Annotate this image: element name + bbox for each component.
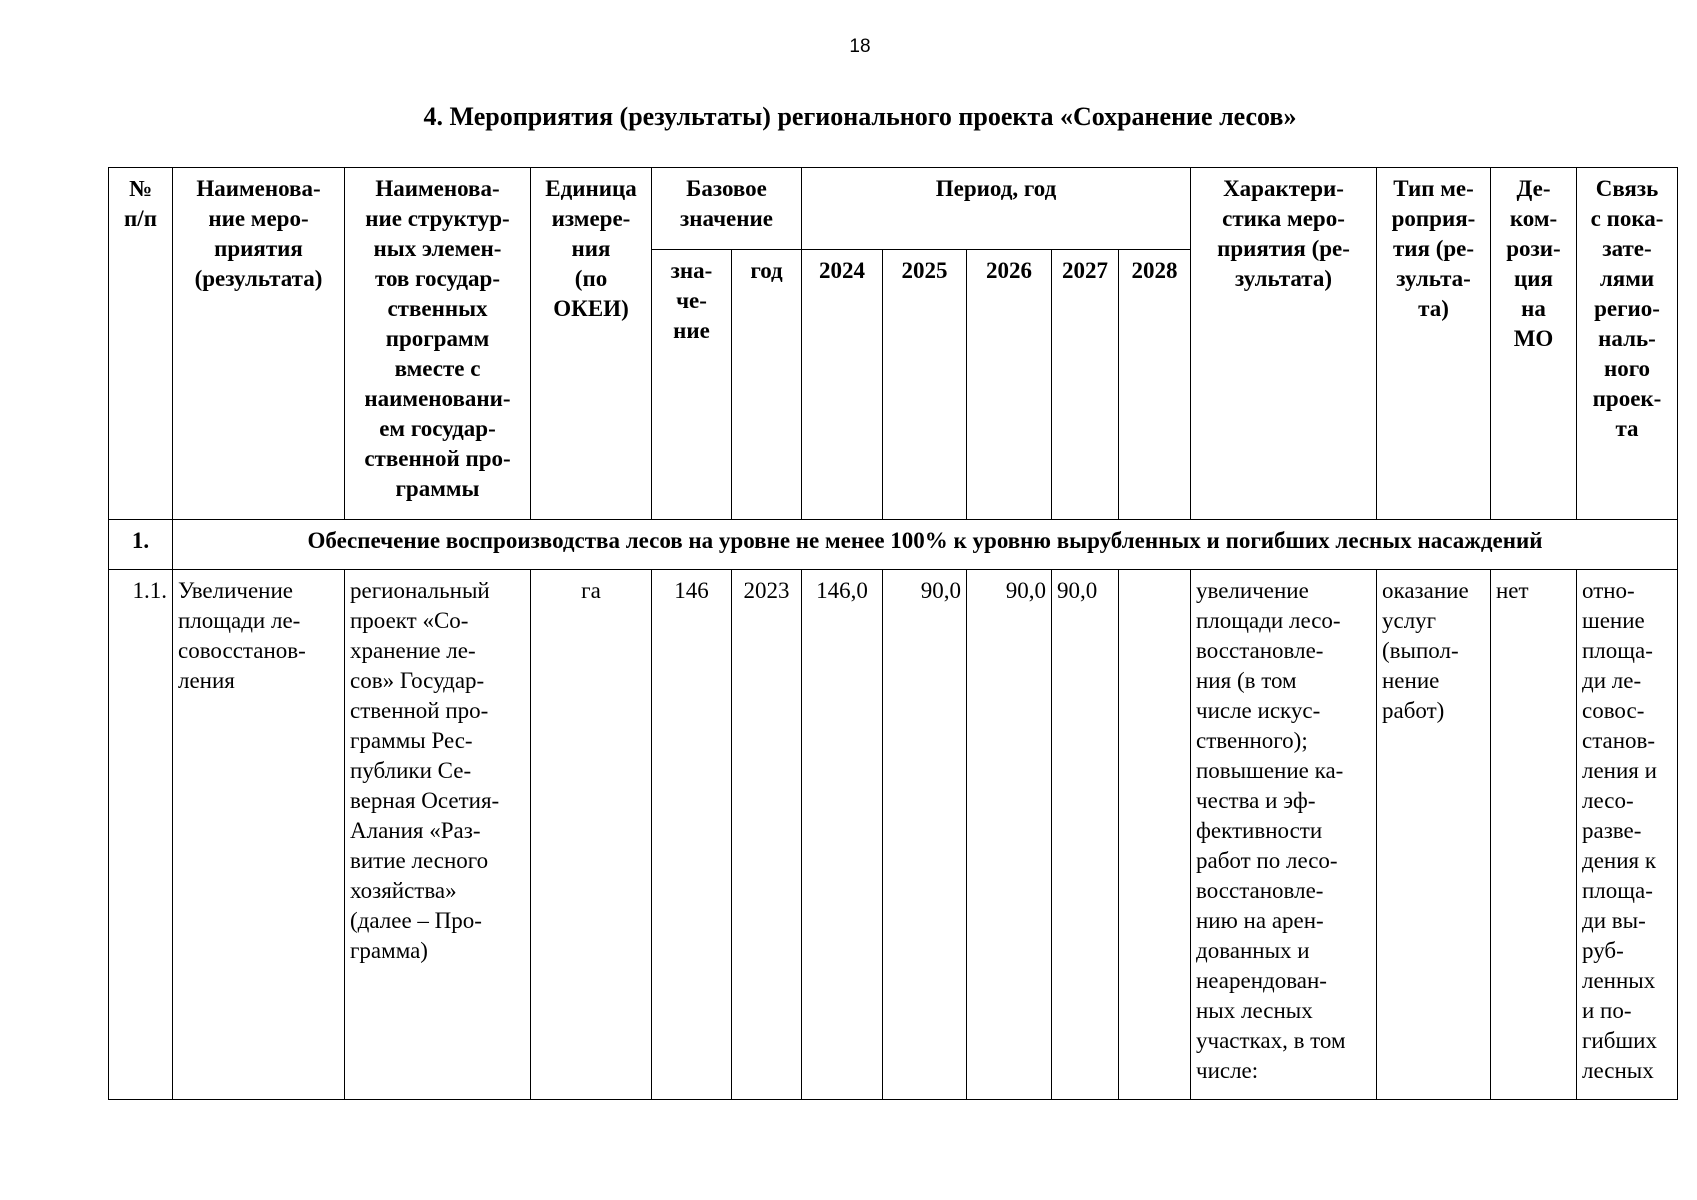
header-structural-elements: Наименова- ние структур- ных элемен- тов государ- ственных программ вместе с наименовани- ем государ- ственной про- граммы — [345, 168, 531, 520]
row-unit: га — [531, 570, 652, 1100]
row-num: 1.1. — [109, 570, 173, 1100]
section-title: Обеспечение воспроизводства лесов на уровне не менее 100% к уровню вырубленных и погибших лесных насаждений — [173, 520, 1678, 570]
results-table — [108, 167, 1678, 1100]
header-characteristic: Характери- стика меро- приятия (ре- зультата) — [1191, 168, 1377, 520]
header-base-value: Базовое значение — [652, 168, 802, 250]
page-title: 4. Мероприятия (результаты) регионального проекта «Сохранение лесов» — [423, 102, 1297, 131]
row-value-2025: 90,0 — [883, 570, 967, 1100]
row-value-2026: 90,0 — [967, 570, 1052, 1100]
header-base-value-value: зна- че- ние — [652, 250, 732, 520]
row-structural-elements: региональный проект «Со- хранение ле- сов» Государ- ственной про- граммы Рес- публики Се- верная Осетия- Алания «Раз- витие лесного хозяйства» (далее – Про- грамма) — [345, 570, 531, 1100]
header-year-2026: 2026 — [967, 250, 1052, 520]
header-row-top — [109, 168, 1678, 250]
header-period: Период, год — [802, 168, 1191, 250]
header-type: Тип ме- роприя- тия (ре- зульта- та) — [1377, 168, 1491, 520]
header-link: Связь с пока- зате- лями регио- наль- ного проек- та — [1577, 168, 1678, 520]
header-year-2028: 2028 — [1119, 250, 1191, 520]
header-year-2024: 2024 — [802, 250, 883, 520]
header-decomposition: Де- ком- pози- ция на МО — [1491, 168, 1577, 520]
row-link: отно- шение площа- ди ле- совос- станов- ления и лесо- разве- дения к площа- ди вы- руб- ленных и по- гибших лесных — [1577, 570, 1678, 1100]
page-number: 18 — [849, 36, 871, 57]
row-decomposition: нет — [1491, 570, 1577, 1100]
table-row — [109, 570, 1678, 1100]
header-year-2027: 2027 — [1052, 250, 1119, 520]
header-unit: Единица измере- ния (по ОКЕИ) — [531, 168, 652, 520]
row-base-value: 146 — [652, 570, 732, 1100]
section-num: 1. — [109, 520, 173, 570]
row-base-year: 2023 — [732, 570, 802, 1100]
row-characteristic: увеличение площади лесо- восстановле- ния (в том числе искус- ственного); повышение ка- чества и эф- фективности работ по лесо- восстановле- нию на арен- дованных и неарендован- ных лесных участках, в том числе: — [1191, 570, 1377, 1100]
header-num: № п/п — [109, 168, 173, 520]
row-value-2027: 90,0 — [1052, 570, 1119, 1100]
row-event-name: Увеличение площади ле- совосстанов- ления — [173, 570, 345, 1100]
header-year-2025: 2025 — [883, 250, 967, 520]
row-type: оказание услуг (выпол- нение работ) — [1377, 570, 1491, 1100]
row-value-2024: 146,0 — [802, 570, 883, 1100]
section-row — [109, 520, 1678, 570]
header-event-name: Наименова- ние меро- приятия (результата) — [173, 168, 345, 520]
header-base-value-year: год — [732, 250, 802, 520]
row-value-2028 — [1119, 570, 1191, 1100]
